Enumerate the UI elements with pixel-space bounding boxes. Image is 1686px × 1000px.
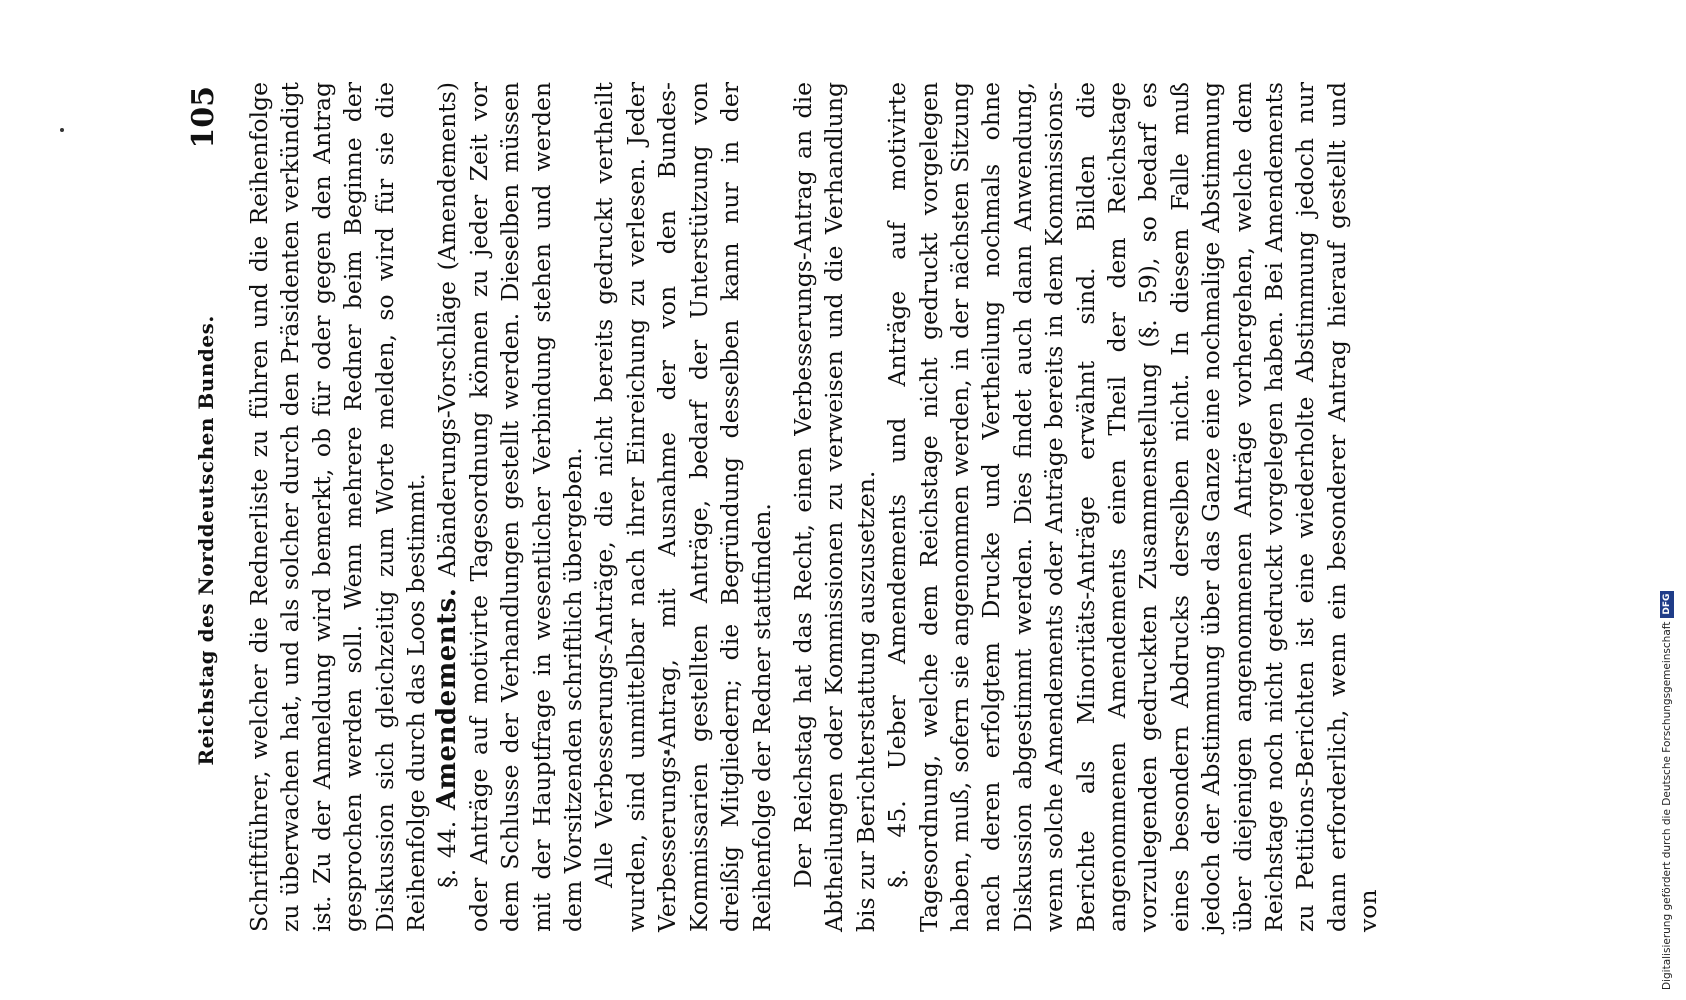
section-45-text: Ueber Amendements und Anträge auf motivirte Tagesordnung, welche dem Reichstage nicht gedruckt vorgelegen haben, muß, sofern sie angenommen werden, in der nächsten Sitzung nach deren erfolgtem Drucke und Vertheilung nochmals ohne Diskussion abgestimmt werden. Dies findet auch dann Anwendung, wenn solche Amendements oder Anträge bereits in dem Kommissions-Berichte als Minoritäts-Anträge erwähnt sind. Bilden die angenommenen Amendements einen Theil der dem Reichstage vorzulegenden gedruckten Zusammenstellung (§. 59), so bedarf es eines besondern Abdrucks derselben nicht. In diesem Falle muß jedoch der Abstimmung über das Ganze eine nochmalige Abstimmung über diejenigen angenommenen Anträge vorhergehen, welche dem Reichstage noch nicht gedruckt vorgelegen haben. Bei Amendements zu Petitions-Berichten ist eine wiederholte Abstimmung jedoch nur dann erforderlich, wenn ein besonderer Antrag hierauf gestellt und von	[883, 82, 1383, 932]
running-title: Reichstag des Norddeutschen Bundes.	[194, 315, 218, 766]
scan-speck	[60, 128, 64, 132]
paragraph-rednerliste: Schriftführer, welcher die Rednerliste zu führen und die Reihenfolge zu überwachen hat, und als solcher durch den Präsidenten verkündigt ist. Zu der Anmeldung wird bemerkt, ob für oder gegen den Antrag gesprochen werden soll. Wenn mehrere Redner beim Beginne der Diskussion sich gleichzeitig zum Worte melden, so wird für sie die Reihenfolge durch das Loos bestimmt.	[245, 82, 431, 932]
digitization-credit	[1660, 593, 1674, 990]
section-45-mark: §. 45.	[883, 800, 912, 888]
page-header	[186, 82, 230, 932]
section-45	[882, 82, 1385, 932]
rotated-text-block	[186, 82, 1566, 932]
paragraph-verbesserungs-antraege: Alle Verbesserungs-Anträge, die nicht bereits gedruckt vertheilt wurden, sind unmittelbar nach ihrer Einreichung zu verlesen. Jeder Verbesserungs-Antrag, mit Ausnahme der von den Bundes-Kommissarien gestellten Anträge, bedarf der Unterstützung von dreißig Mitgliedern; die Begründung desselben kann nur in der Reihenfolge der Redner stattfinden.	[590, 82, 776, 932]
paragraph-reichstag-recht: Der Reichstag hat das Recht, einen Verbesserungs-Antrag an die Abtheilungen oder Kommissionen zu verweisen und die Verhandlung bis zur Berichterstattung auszusetzen.	[788, 82, 880, 932]
section-44-title: Amendements.	[432, 587, 463, 811]
credit-text: Digitalisierung gefördert durch die Deutsche Forschungsgemeinschaft	[1661, 621, 1673, 990]
page-number: 105	[186, 86, 221, 149]
dfg-logo-icon: DFG	[1660, 591, 1674, 618]
section-44-text: Abänderungs-Vorschläge (Amendements) oder Anträge auf motivirte Tagesordnung können zu jeder Zeit vor dem Schlusse der Verhandlungen gestellt werden. Dieselben müssen mit der Hauptfrage in wesentlicher Verbindung stehen und werden dem Vorsitzenden schriftlich übergeben.	[433, 82, 588, 932]
section-44	[432, 82, 589, 932]
paragraph-gap	[778, 82, 788, 932]
section-44-mark: §. 44.	[433, 820, 462, 888]
